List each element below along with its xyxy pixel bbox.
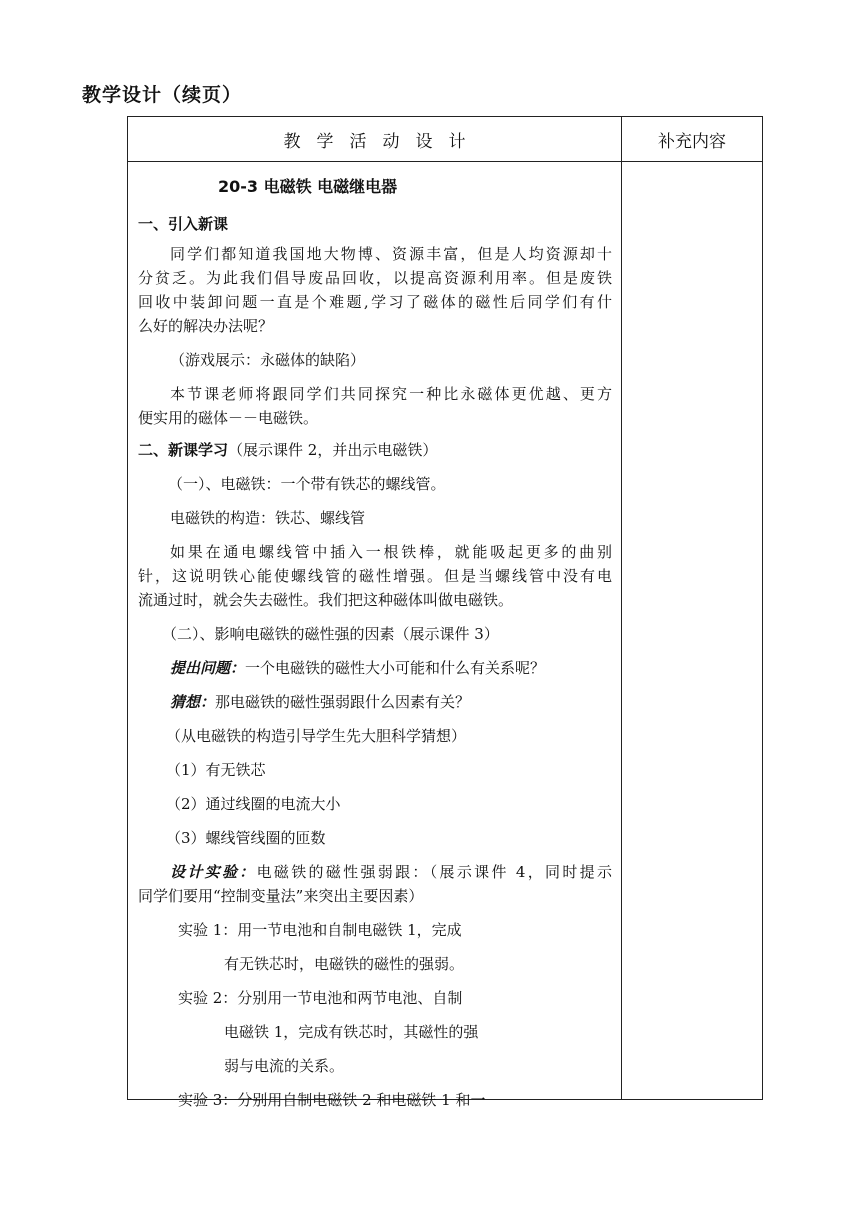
paragraph-line: 本节课老师将跟同学们共同探究一种比永磁体更优越、更方 (170, 385, 612, 403)
heading-intro: 一、引入新课 (138, 215, 229, 233)
guess-guide-note: （从电磁铁的构造引导学生先大胆科学猜想） (166, 727, 467, 745)
header-divider (128, 161, 762, 162)
header-char: 设 (415, 131, 433, 152)
heading-new-lesson-note: （展示课件 2，并出示电磁铁） (228, 441, 438, 459)
paragraph-line: 回收中装卸问题一直是个难题,学习了磁体的磁性后同学们有什 (138, 293, 612, 311)
experiment-line: 有无铁芯时，电磁铁的磁性的强弱。 (224, 955, 465, 973)
factor-item: （2）通过线圈的电流大小 (166, 795, 341, 813)
question-text: 一个电磁铁的磁性大小可能和什么有关系呢？ (245, 659, 546, 677)
header-char: 学 (316, 131, 334, 152)
page-title: 教学设计（续页） (82, 84, 243, 106)
experiment-line: 实验 3：分别用自制电磁铁 2 和电磁铁 1 和一 (178, 1091, 486, 1109)
guess-text: 那电磁铁的磁性强弱跟什么因素有关？ (215, 693, 471, 711)
experiment-line: 实验 1：用一节电池和自制电磁铁 1，完成 (178, 921, 462, 939)
experiment-line: 电磁铁 1，完成有铁芯时，其磁性的强 (224, 1023, 479, 1041)
factor-item: （3）螺线管线圈的匝数 (166, 829, 326, 847)
subheading-electromagnet: （一）、电磁铁：一个带有铁芯的螺线管。 (168, 475, 446, 493)
experiment-line: 实验 2：分别用一节电池和两节电池、自制 (178, 989, 463, 1007)
guess-line (170, 691, 470, 714)
design-experiment-label: 设计实验： (170, 863, 257, 881)
guess-label: 猜想： (170, 693, 216, 711)
heading-new-lesson-label: 二、新课学习 (138, 441, 229, 459)
subheading-factors: （二）、影响电磁铁的磁性强的因素（展示课件 3） (162, 625, 499, 643)
paragraph-line: 便实用的磁体－－电磁铁。 (138, 409, 319, 427)
paragraph-line: 同学们都知道我国地大物博、资源丰富，但是人均资源却十 (170, 245, 612, 263)
header-teaching-activity-design (128, 117, 621, 161)
design-experiment-line (170, 861, 612, 884)
header-char: 活 (349, 131, 367, 152)
paragraph-line: 分贫乏。为此我们倡导废品回收，以提高资源利用率。但是废铁 (138, 269, 612, 287)
experiment-line: 弱与电流的关系。 (224, 1057, 345, 1075)
question-label: 提出问题： (170, 659, 246, 677)
question-line (170, 657, 545, 680)
header-char: 计 (448, 131, 466, 152)
electromagnet-structure: 电磁铁的构造：铁芯、螺线管 (170, 509, 366, 527)
header-char: 动 (382, 131, 400, 152)
paragraph-line: 针，这说明铁心能使螺线管的磁性增强。但是当螺线管中没有电 (138, 567, 612, 585)
paragraph-line: 流通过时，就会失去磁性。我们把这种磁体叫做电磁铁。 (138, 591, 514, 609)
heading-new-lesson (138, 439, 437, 462)
header-supplementary-content: 补充内容 (658, 131, 726, 152)
column-divider (621, 117, 622, 1099)
paragraph-line: 如果在通电螺线管中插入一根铁棒，就能吸起更多的曲别 (170, 543, 612, 561)
header-char: 教 (283, 131, 301, 152)
game-demo-note: （游戏展示：永磁体的缺陷） (170, 351, 366, 369)
factor-item: （1）有无铁芯 (166, 761, 266, 779)
paragraph-line: 么好的解决办法呢？ (138, 317, 274, 335)
paragraph-line: 同学们要用“控制变量法”来突出主要因素） (138, 887, 424, 905)
design-experiment-text: 电磁铁的磁性强弱跟：（展示课件 4，同时提示 (256, 863, 612, 881)
lesson-table (127, 116, 763, 1109)
section-title: 20-3 电磁铁 电磁继电器 (218, 177, 398, 196)
